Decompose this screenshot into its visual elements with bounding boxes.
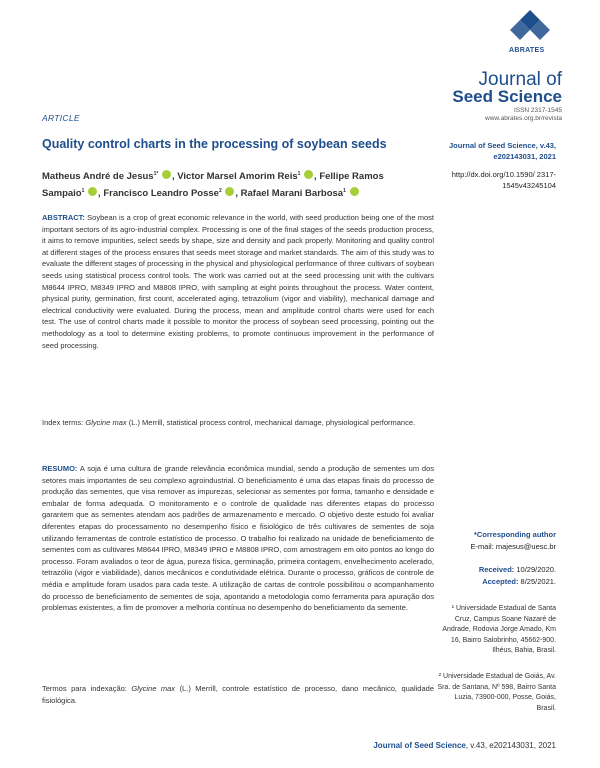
doi-link[interactable]: http://dx.doi.org/10.1590/ 2317-1545v43245104 [451, 170, 556, 190]
abrates-logo-text: ABRATES [509, 47, 545, 54]
article-type-label: ARTICLE [42, 113, 80, 123]
affiliation-2: ² Universidade Estadual de Goiás, Av. Sra. de Santana, Nº 598, Bairro Santa Luzia, 73900-000, Posse, Goiás, Brasil. [437, 673, 556, 712]
author-name: Victor Marsel Amorim Reis [177, 171, 298, 183]
author-affiliation-sup: 1 [343, 188, 346, 195]
author-affiliation-sup: 1* [153, 171, 159, 177]
index-terms-label: Index terms: [42, 418, 84, 427]
journal-name-line2: Seed Science [452, 87, 562, 106]
termos-species: Glycine max [131, 684, 176, 693]
index-terms-text: (L.) Merrill, statistical process control, mechanical damage, physiological performance. [128, 418, 416, 427]
abrates-logo-icon [506, 8, 554, 48]
footer-reference: , v.43, e202143031, 2021 [465, 741, 556, 750]
page-footer [373, 741, 556, 750]
author-affiliation-sup: 1 [297, 171, 301, 177]
termos-label: Termos para indexação: [42, 684, 127, 693]
affiliation-1: ¹ Universidade Estadual de Santa Cruz, Campus Soane Nazaré de Andrade, Rodovia Jorge Amado, Km 16, Bairro Salobrinho, 45662-900. Ilhéus, Bahia, Brasil. [442, 605, 556, 655]
author-affiliation-sup: 2 [218, 188, 222, 195]
author-name: Francisco Leandro Posse [103, 188, 219, 200]
resumo [42, 463, 434, 614]
index-terms [42, 417, 434, 429]
author-name: Rafael Marani Barbosa [240, 188, 344, 200]
footer-journal: Journal of Seed Science [373, 741, 466, 750]
author-affiliation-sup: 1 [81, 188, 85, 195]
author-name: Fellipe Ramos Sampaio [42, 171, 384, 200]
journal-name-line1: Journal of [478, 69, 562, 90]
resumo-label: RESUMO: [42, 464, 78, 473]
accepted-value: 8/25/2021. [520, 577, 556, 586]
received-value: 10/29/2020. [516, 565, 556, 574]
termos-indexacao [42, 683, 434, 706]
orcid-icon[interactable] [162, 170, 171, 179]
accepted-date [438, 577, 556, 586]
citation: Journal of Seed Science, v.43, e202143031, 2021 [449, 141, 556, 161]
orcid-icon[interactable] [350, 187, 359, 196]
author-name: Matheus André de Jesus [42, 171, 154, 183]
issn: ISSN 2317-1545 [513, 107, 562, 114]
abstract-text: Soybean is a crop of great economic relevance in the world, with seed production being one of the most important sectors of its agro-industrial complex. Processing is one of the final stages of the seeds production process, it aims to remove impurities, select seeds by shape, size and density and pack properly. Monitoring and quality control at different stages of the process ensures that seeds meet storage and market standards. The aim of this study was to evaluate the different stages of processing in the physical and physiological performance of three cultivars of soybean seeds using statistical process control tools. The work was carried out at the seed processing unit with the cultivars M8644 IPRO, M8349 IPRO and M8808 IPRO, with sampling at eight points throughout the process. Water content, physical purity, germination, first count, accelerated aging, tetrazolium (vigor and viability), mechanical damage and electrical conductivity were evaluated. During the process, mean and amplitude control charts were used for each test. The use of control charts made it possible to monitor the process of soybean seed processing, pointing out the methodology as a tool to determine existing problems, to promote continuous improvement in the performance of seed processing. [42, 213, 434, 350]
orcid-icon[interactable] [225, 187, 234, 196]
accepted-label: Accepted: [482, 577, 519, 586]
journal-website-link[interactable]: www.abrates.org.br/revista [485, 115, 562, 122]
resumo-text: A soja é uma cultura de grande relevância econômica mundial, sendo a produção de sementes um dos setores mais importantes de seu complexo agroindustrial. O beneficiamento é uma das etapas finais do processo de produção das sementes, que visa remover as impurezas, selecionar as sementes por forma, tamanho e densidade e embalar de forma adequada. O monitoramento e o controle de qualidade nas diferentes etapas do processo garantem que as sementes atendam aos padrões de armazenamento e mercado. O objetivo deste estudo foi avaliar diferentes etapas do processamento no desempenho físico e fisiológico de três cultivares de sementes de soja utilizando ferramentas de controle estatístico de processo. O trabalho foi realizado na unidade de beneficiamento de sementes com as cultivares M8644 IPRO, M8349 IPRO e M8808 IPRO, com amostragem em oito pontos ao longo do processo. Foram avaliados o teor de água, pureza física, germinação, primeira contagem, envelhecimento acelerado, tetrazólio (vigor e viabilidade), danos mecânicos e condutividade elétrica. Durante o processo, gráficos de controle de média e amplitude foram usados para cada teste. A utilização de cartas de controle possibilitou o acompanhamento do processo de beneficiamento de sementes de soja, apontando a metodologia como ferramenta para apuração dos problemas existentes, a fim de promover a melhoria contínua no desempenho do beneficiamento da semente. [42, 464, 434, 613]
author-list: Matheus André de Jesus$^{1*}$ , Victor Marsel Amorim Reis$^1$ , Fellipe Ramos Sampaio$^1$ , Francisco Leandro Posse$^2$ , Rafael Marani Barbosa$^1$ [42, 171, 384, 200]
received-date [438, 565, 556, 574]
corresponding-email[interactable]: E-mail: majesus@uesc.br [470, 542, 556, 551]
abstract-label: ABSTRACT: [42, 213, 85, 222]
orcid-icon[interactable] [88, 187, 97, 196]
index-terms-species: Glycine max [85, 418, 127, 427]
corresponding-author-label: *Corresponding author [473, 530, 556, 539]
abstract [42, 212, 434, 351]
termos-text: (L.) Merrill, controle estatístico de processo, dano mecânico, qualidade fisiológica. [42, 684, 434, 705]
orcid-icon[interactable] [304, 170, 313, 179]
article-title: Quality control charts in the processing of soybean seeds [42, 137, 387, 151]
received-label: Received: [478, 565, 515, 574]
